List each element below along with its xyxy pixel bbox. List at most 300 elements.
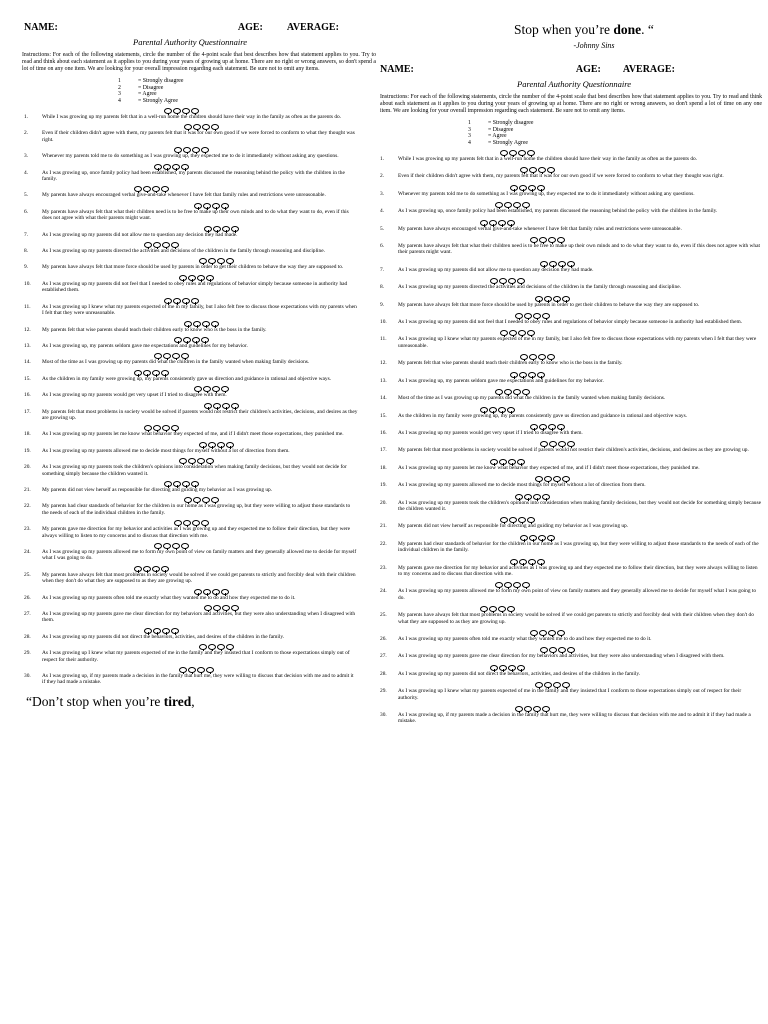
rating-option[interactable] [509,150,517,156]
rating-option[interactable] [539,630,547,636]
rating-option[interactable] [202,321,210,327]
rating-option[interactable] [489,606,497,612]
rating-option[interactable] [557,630,565,636]
rating-option[interactable] [513,582,521,588]
rating-option[interactable] [143,566,151,572]
rating-option[interactable] [522,202,530,208]
rating-option[interactable] [509,517,517,523]
rating-option[interactable] [231,605,239,611]
rating-option[interactable] [192,337,200,343]
rating-circles[interactable] [480,606,515,612]
rating-option[interactable] [208,644,216,650]
rating-option[interactable] [188,275,196,281]
rating-option[interactable] [162,242,170,248]
rating-circles[interactable] [184,124,219,130]
rating-circles[interactable] [154,164,189,170]
rating-option[interactable] [517,459,525,465]
rating-option[interactable] [179,667,187,673]
rating-option[interactable] [188,667,196,673]
rating-option[interactable] [152,370,160,376]
rating-option[interactable] [191,108,199,114]
rating-option[interactable] [181,353,189,359]
rating-option[interactable] [553,296,561,302]
rating-option[interactable] [520,167,528,173]
rating-option[interactable] [547,535,555,541]
rating-circles[interactable] [530,424,565,430]
rating-circles[interactable] [144,242,179,248]
rating-circles[interactable] [540,261,575,267]
rating-option[interactable] [172,164,180,170]
rating-option[interactable] [174,520,182,526]
rating-circles[interactable] [510,559,545,565]
rating-option[interactable] [183,337,191,343]
rating-option[interactable] [143,186,151,192]
rating-option[interactable] [519,372,527,378]
rating-option[interactable] [547,354,555,360]
rating-option[interactable] [567,647,575,653]
rating-option[interactable] [498,407,506,413]
rating-option[interactable] [489,220,497,226]
rating-option[interactable] [206,667,214,673]
rating-option[interactable] [153,425,161,431]
rating-option[interactable] [162,628,170,634]
rating-option[interactable] [194,386,202,392]
rating-option[interactable] [522,582,530,588]
rating-circles[interactable] [164,481,199,487]
rating-option[interactable] [182,108,190,114]
rating-option[interactable] [527,330,535,336]
rating-circles[interactable] [179,275,214,281]
rating-option[interactable] [520,535,528,541]
rating-option[interactable] [204,403,212,409]
rating-option[interactable] [206,275,214,281]
rating-option[interactable] [537,185,545,191]
rating-circles[interactable] [480,220,515,226]
rating-circles[interactable] [520,354,555,360]
rating-option[interactable] [226,258,234,264]
rating-option[interactable] [154,543,162,549]
rating-option[interactable] [213,403,221,409]
rating-option[interactable] [508,665,516,671]
rating-option[interactable] [528,559,536,565]
rating-option[interactable] [192,147,200,153]
rating-option[interactable] [567,441,575,447]
rating-option[interactable] [490,459,498,465]
rating-option[interactable] [549,441,557,447]
rating-circles[interactable] [530,237,565,243]
rating-option[interactable] [529,167,537,173]
rating-circles[interactable] [154,353,189,359]
rating-option[interactable] [558,647,566,653]
rating-option[interactable] [495,582,503,588]
rating-option[interactable] [153,242,161,248]
rating-option[interactable] [183,520,191,526]
rating-option[interactable] [518,330,526,336]
rating-circles[interactable] [540,441,575,447]
rating-option[interactable] [544,476,552,482]
rating-circles[interactable] [184,321,219,327]
rating-option[interactable] [181,543,189,549]
rating-option[interactable] [222,605,230,611]
rating-option[interactable] [557,237,565,243]
rating-option[interactable] [562,296,570,302]
rating-circles[interactable] [134,186,169,192]
rating-option[interactable] [513,202,521,208]
rating-option[interactable] [231,226,239,232]
rating-option[interactable] [179,458,187,464]
rating-option[interactable] [202,497,210,503]
rating-option[interactable] [535,682,543,688]
rating-option[interactable] [480,220,488,226]
rating-circles[interactable] [199,442,234,448]
rating-circles[interactable] [204,403,239,409]
rating-option[interactable] [222,403,230,409]
rating-option[interactable] [510,372,518,378]
rating-option[interactable] [504,582,512,588]
rating-option[interactable] [203,386,211,392]
rating-option[interactable] [557,424,565,430]
rating-option[interactable] [524,494,532,500]
rating-option[interactable] [202,124,210,130]
rating-circles[interactable] [535,476,570,482]
rating-option[interactable] [495,202,503,208]
rating-option[interactable] [181,164,189,170]
rating-option[interactable] [182,298,190,304]
rating-option[interactable] [548,630,556,636]
rating-circles[interactable] [500,150,535,156]
rating-option[interactable] [171,242,179,248]
rating-circles[interactable] [510,185,545,191]
rating-option[interactable] [542,706,550,712]
rating-option[interactable] [515,494,523,500]
rating-option[interactable] [211,497,219,503]
rating-option[interactable] [530,424,538,430]
rating-circles[interactable] [134,370,169,376]
rating-circles[interactable] [194,203,229,209]
rating-option[interactable] [548,424,556,430]
rating-option[interactable] [226,442,234,448]
rating-option[interactable] [527,517,535,523]
rating-option[interactable] [221,589,229,595]
rating-option[interactable] [184,497,192,503]
rating-circles[interactable] [495,582,530,588]
rating-circles[interactable] [490,459,525,465]
rating-option[interactable] [519,185,527,191]
rating-option[interactable] [515,313,523,319]
rating-option[interactable] [544,682,552,688]
rating-circles[interactable] [199,644,234,650]
rating-option[interactable] [217,442,225,448]
rating-option[interactable] [217,644,225,650]
rating-option[interactable] [163,164,171,170]
rating-option[interactable] [517,278,525,284]
rating-option[interactable] [144,425,152,431]
rating-option[interactable] [562,682,570,688]
rating-option[interactable] [193,321,201,327]
rating-circles[interactable] [144,628,179,634]
rating-option[interactable] [208,442,216,448]
rating-option[interactable] [562,476,570,482]
rating-option[interactable] [221,203,229,209]
rating-option[interactable] [162,425,170,431]
rating-option[interactable] [206,458,214,464]
rating-option[interactable] [191,481,199,487]
rating-option[interactable] [547,167,555,173]
rating-option[interactable] [172,543,180,549]
rating-option[interactable] [480,407,488,413]
rating-option[interactable] [197,458,205,464]
rating-circles[interactable] [204,226,239,232]
rating-option[interactable] [518,517,526,523]
rating-circles[interactable] [515,706,550,712]
rating-option[interactable] [164,108,172,114]
rating-option[interactable] [193,124,201,130]
rating-option[interactable] [528,185,536,191]
rating-option[interactable] [161,566,169,572]
rating-option[interactable] [179,275,187,281]
rating-option[interactable] [544,296,552,302]
rating-option[interactable] [222,226,230,232]
rating-circles[interactable] [194,386,229,392]
rating-option[interactable] [524,706,532,712]
rating-option[interactable] [535,296,543,302]
rating-circles[interactable] [179,458,214,464]
rating-option[interactable] [522,389,530,395]
rating-option[interactable] [537,559,545,565]
rating-option[interactable] [193,497,201,503]
rating-option[interactable] [519,559,527,565]
rating-option[interactable] [507,606,515,612]
rating-circles[interactable] [144,425,179,431]
rating-circles[interactable] [535,296,570,302]
rating-option[interactable] [538,354,546,360]
rating-option[interactable] [201,520,209,526]
rating-option[interactable] [194,589,202,595]
rating-circles[interactable] [174,520,209,526]
rating-option[interactable] [558,441,566,447]
rating-option[interactable] [518,150,526,156]
rating-option[interactable] [553,682,561,688]
rating-circles[interactable] [510,372,545,378]
rating-option[interactable] [509,330,517,336]
rating-option[interactable] [520,354,528,360]
rating-option[interactable] [174,337,182,343]
rating-option[interactable] [510,185,518,191]
rating-option[interactable] [490,665,498,671]
rating-circles[interactable] [520,535,555,541]
rating-option[interactable] [513,389,521,395]
rating-option[interactable] [480,606,488,612]
rating-option[interactable] [134,566,142,572]
rating-option[interactable] [152,186,160,192]
rating-circles[interactable] [179,667,214,673]
rating-option[interactable] [213,226,221,232]
rating-circles[interactable] [500,330,535,336]
rating-option[interactable] [540,261,548,267]
rating-option[interactable] [504,202,512,208]
rating-option[interactable] [499,665,507,671]
rating-circles[interactable] [495,389,530,395]
rating-circles[interactable] [520,167,555,173]
rating-option[interactable] [489,407,497,413]
rating-option[interactable] [533,706,541,712]
rating-option[interactable] [171,425,179,431]
rating-option[interactable] [213,605,221,611]
rating-option[interactable] [515,706,523,712]
rating-option[interactable] [533,313,541,319]
rating-option[interactable] [542,494,550,500]
rating-option[interactable] [173,481,181,487]
rating-circles[interactable] [164,108,199,114]
rating-option[interactable] [508,459,516,465]
rating-option[interactable] [182,481,190,487]
rating-option[interactable] [508,278,516,284]
rating-option[interactable] [549,647,557,653]
rating-option[interactable] [540,441,548,447]
rating-option[interactable] [533,494,541,500]
rating-circles[interactable] [164,298,199,304]
rating-option[interactable] [143,370,151,376]
rating-option[interactable] [183,147,191,153]
rating-option[interactable] [507,220,515,226]
rating-circles[interactable] [535,682,570,688]
rating-option[interactable] [510,559,518,565]
rating-option[interactable] [134,186,142,192]
rating-option[interactable] [217,258,225,264]
rating-option[interactable] [201,147,209,153]
rating-circles[interactable] [530,630,565,636]
rating-option[interactable] [567,261,575,267]
rating-option[interactable] [231,403,239,409]
rating-option[interactable] [204,226,212,232]
rating-option[interactable] [500,330,508,336]
rating-option[interactable] [529,535,537,541]
rating-option[interactable] [212,589,220,595]
rating-option[interactable] [517,665,525,671]
rating-option[interactable] [134,370,142,376]
rating-option[interactable] [171,628,179,634]
rating-option[interactable] [153,628,161,634]
rating-option[interactable] [199,644,207,650]
rating-option[interactable] [535,476,543,482]
rating-option[interactable] [495,389,503,395]
rating-circles[interactable] [174,337,209,343]
rating-option[interactable] [208,258,216,264]
rating-option[interactable] [199,258,207,264]
rating-circles[interactable] [500,517,535,523]
rating-option[interactable] [184,321,192,327]
rating-circles[interactable] [199,258,234,264]
rating-option[interactable] [161,370,169,376]
rating-option[interactable] [221,386,229,392]
rating-option[interactable] [211,321,219,327]
rating-option[interactable] [528,372,536,378]
rating-option[interactable] [154,164,162,170]
rating-circles[interactable] [204,605,239,611]
rating-option[interactable] [538,535,546,541]
rating-option[interactable] [490,278,498,284]
rating-option[interactable] [191,298,199,304]
rating-option[interactable] [500,517,508,523]
rating-option[interactable] [499,459,507,465]
rating-circles[interactable] [490,278,525,284]
rating-option[interactable] [529,354,537,360]
rating-option[interactable] [197,275,205,281]
rating-option[interactable] [164,298,172,304]
rating-option[interactable] [548,237,556,243]
rating-option[interactable] [212,386,220,392]
rating-option[interactable] [507,407,515,413]
rating-option[interactable] [527,150,535,156]
rating-option[interactable] [164,481,172,487]
rating-option[interactable] [558,261,566,267]
rating-option[interactable] [499,278,507,284]
rating-option[interactable] [226,644,234,650]
rating-option[interactable] [498,220,506,226]
rating-option[interactable] [161,186,169,192]
rating-option[interactable] [500,150,508,156]
rating-circles[interactable] [184,497,219,503]
rating-option[interactable] [539,424,547,430]
rating-circles[interactable] [154,543,189,549]
rating-circles[interactable] [515,494,550,500]
rating-option[interactable] [539,237,547,243]
rating-circles[interactable] [480,407,515,413]
rating-option[interactable] [204,605,212,611]
rating-option[interactable] [163,353,171,359]
rating-option[interactable] [203,203,211,209]
rating-option[interactable] [538,167,546,173]
rating-circles[interactable] [174,147,209,153]
rating-option[interactable] [524,313,532,319]
rating-circles[interactable] [134,566,169,572]
rating-option[interactable] [201,337,209,343]
rating-circles[interactable] [490,665,525,671]
rating-option[interactable] [197,667,205,673]
rating-option[interactable] [530,630,538,636]
rating-option[interactable] [152,566,160,572]
rating-option[interactable] [173,108,181,114]
rating-option[interactable] [212,203,220,209]
rating-option[interactable] [203,589,211,595]
rating-option[interactable] [211,124,219,130]
rating-circles[interactable] [194,589,229,595]
rating-option[interactable] [194,203,202,209]
rating-option[interactable] [184,124,192,130]
rating-option[interactable] [144,242,152,248]
rating-option[interactable] [172,353,180,359]
rating-option[interactable] [504,389,512,395]
rating-option[interactable] [542,313,550,319]
rating-option[interactable] [154,353,162,359]
rating-circles[interactable] [540,647,575,653]
rating-option[interactable] [498,606,506,612]
rating-option[interactable] [144,628,152,634]
rating-circles[interactable] [495,202,530,208]
rating-option[interactable] [540,647,548,653]
rating-option[interactable] [530,237,538,243]
rating-option[interactable] [163,543,171,549]
rating-option[interactable] [549,261,557,267]
rating-option[interactable] [188,458,196,464]
rating-option[interactable] [199,442,207,448]
rating-circles[interactable] [515,313,550,319]
rating-option[interactable] [173,298,181,304]
rating-option[interactable] [537,372,545,378]
rating-option[interactable] [553,476,561,482]
rating-option[interactable] [192,520,200,526]
rating-option[interactable] [174,147,182,153]
